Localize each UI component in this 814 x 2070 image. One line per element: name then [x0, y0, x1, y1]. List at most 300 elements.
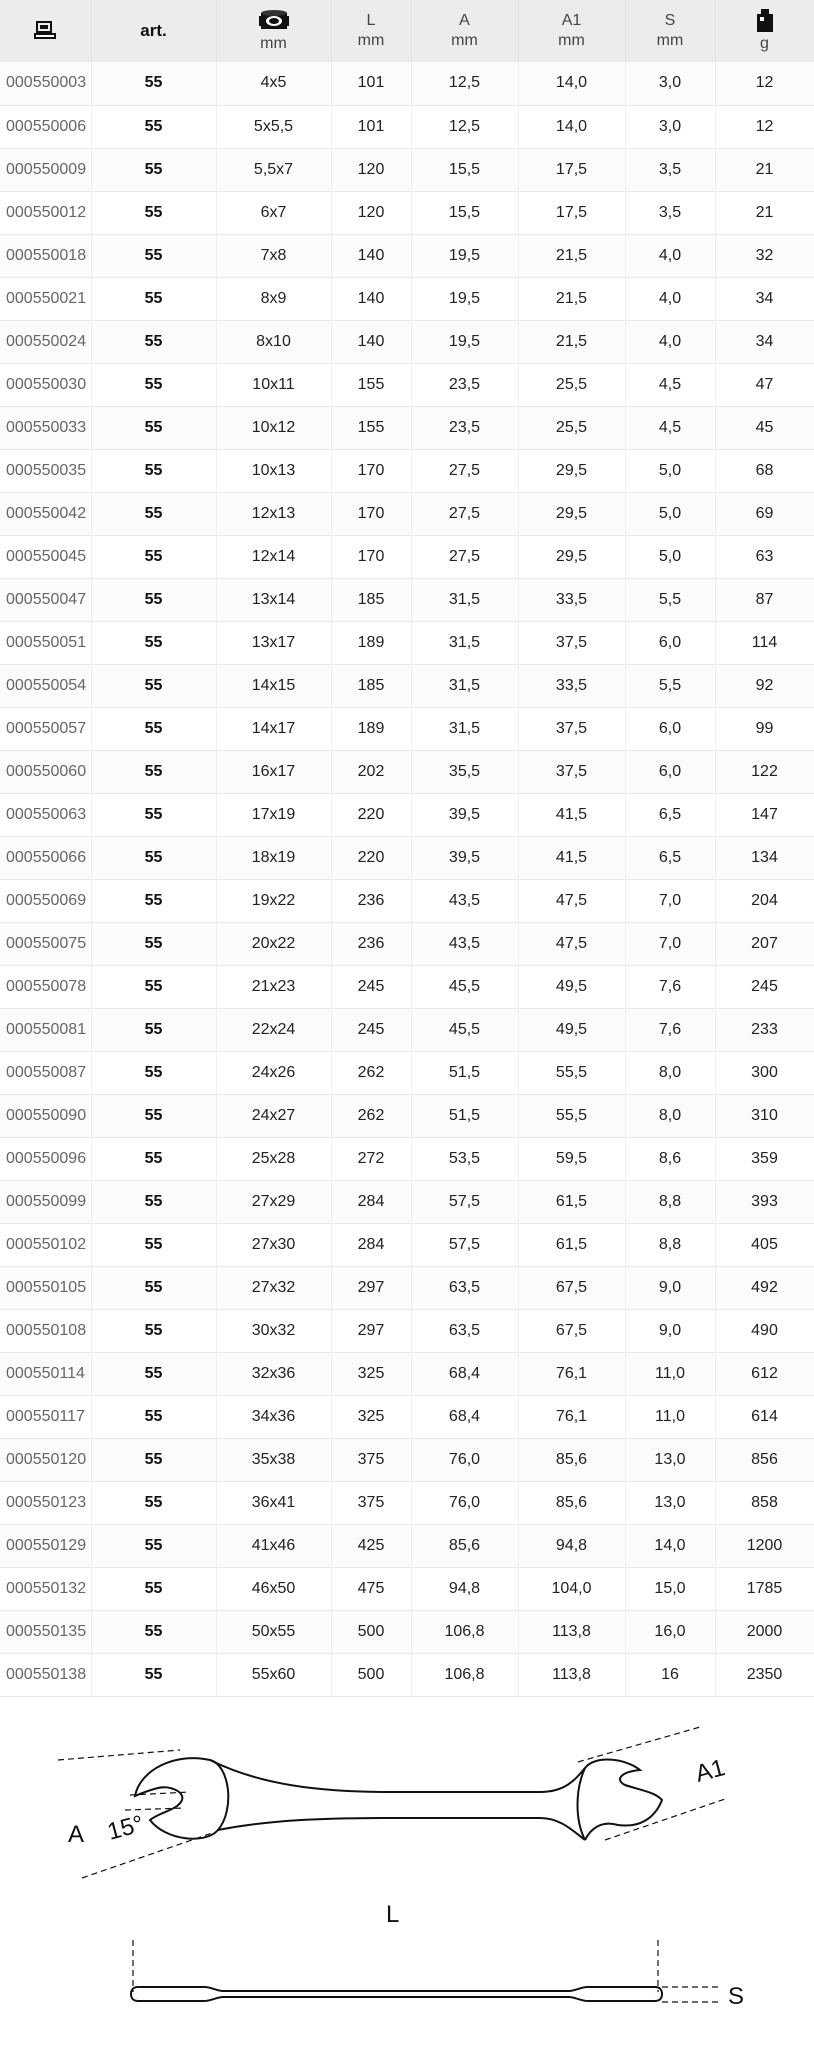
cell-a: 76,0	[411, 1481, 518, 1524]
cell-code: 000550096	[0, 1137, 91, 1180]
cell-weight: 359	[715, 1137, 814, 1180]
cell-size: 55x60	[216, 1653, 331, 1696]
cell-s: 7,0	[625, 922, 715, 965]
cell-art: 55	[91, 277, 216, 320]
table-row	[0, 965, 814, 1008]
cell-s: 14,0	[625, 1524, 715, 1567]
cell-code: 000550129	[0, 1524, 91, 1567]
cell-a: 19,5	[411, 277, 518, 320]
weight-icon	[754, 8, 776, 34]
cell-art: 55	[91, 1481, 216, 1524]
cell-code: 000550087	[0, 1051, 91, 1094]
cell-a: 39,5	[411, 836, 518, 879]
cell-art: 55	[91, 492, 216, 535]
cell-art: 55	[91, 1137, 216, 1180]
cell-weight: 490	[715, 1309, 814, 1352]
table-row	[0, 406, 814, 449]
header-size-unit: mm	[260, 35, 287, 52]
cell-l: 272	[331, 1137, 411, 1180]
cell-l: 325	[331, 1352, 411, 1395]
cell-a: 23,5	[411, 406, 518, 449]
table-row	[0, 836, 814, 879]
cell-art: 55	[91, 879, 216, 922]
cell-s: 8,0	[625, 1094, 715, 1137]
cell-weight: 21	[715, 191, 814, 234]
cell-l: 475	[331, 1567, 411, 1610]
header-weight-unit: g	[760, 35, 769, 52]
cell-l: 120	[331, 191, 411, 234]
cell-art: 55	[91, 922, 216, 965]
cell-size: 24x26	[216, 1051, 331, 1094]
cell-l: 500	[331, 1610, 411, 1653]
cell-weight: 12	[715, 62, 814, 105]
cell-a1: 61,5	[518, 1223, 625, 1266]
cell-art: 55	[91, 1266, 216, 1309]
table-row	[0, 1524, 814, 1567]
cell-a1: 41,5	[518, 793, 625, 836]
cell-a: 31,5	[411, 707, 518, 750]
cell-l: 155	[331, 406, 411, 449]
cell-a1: 94,8	[518, 1524, 625, 1567]
cell-size: 25x28	[216, 1137, 331, 1180]
cell-s: 3,5	[625, 148, 715, 191]
cell-l: 189	[331, 621, 411, 664]
table-row	[0, 148, 814, 191]
table-row	[0, 191, 814, 234]
table-row	[0, 621, 814, 664]
cell-weight: 12	[715, 105, 814, 148]
cell-l: 262	[331, 1051, 411, 1094]
cell-l: 185	[331, 578, 411, 621]
table-row	[0, 320, 814, 363]
cell-weight: 614	[715, 1395, 814, 1438]
cell-weight: 310	[715, 1094, 814, 1137]
cell-a: 63,5	[411, 1309, 518, 1352]
cell-art: 55	[91, 1008, 216, 1051]
cell-code: 000550057	[0, 707, 91, 750]
cell-weight: 393	[715, 1180, 814, 1223]
cell-s: 6,5	[625, 836, 715, 879]
cell-weight: 69	[715, 492, 814, 535]
cell-a1: 17,5	[518, 191, 625, 234]
header-a	[411, 0, 518, 62]
cell-size: 14x17	[216, 707, 331, 750]
cell-a: 35,5	[411, 750, 518, 793]
cell-s: 4,0	[625, 320, 715, 363]
table-row	[0, 234, 814, 277]
table-row	[0, 664, 814, 707]
cell-code: 000550042	[0, 492, 91, 535]
label-a1: A1	[692, 1754, 728, 1788]
cell-code: 000550120	[0, 1438, 91, 1481]
header-s	[625, 0, 715, 62]
header-l-label: L	[366, 12, 376, 29]
cell-a1: 14,0	[518, 62, 625, 105]
cell-a1: 21,5	[518, 320, 625, 363]
table-row	[0, 449, 814, 492]
cell-art: 55	[91, 1567, 216, 1610]
cell-l: 170	[331, 492, 411, 535]
cell-l: 140	[331, 277, 411, 320]
table-row	[0, 1094, 814, 1137]
cell-l: 297	[331, 1309, 411, 1352]
cell-a: 94,8	[411, 1567, 518, 1610]
table-row	[0, 750, 814, 793]
cell-s: 3,0	[625, 62, 715, 105]
cell-size: 30x32	[216, 1309, 331, 1352]
cell-weight: 858	[715, 1481, 814, 1524]
cell-art: 55	[91, 320, 216, 363]
cell-a1: 21,5	[518, 234, 625, 277]
cell-l: 189	[331, 707, 411, 750]
cell-s: 4,0	[625, 234, 715, 277]
cell-size: 12x14	[216, 535, 331, 578]
cell-s: 6,5	[625, 793, 715, 836]
cell-l: 284	[331, 1180, 411, 1223]
cell-size: 16x17	[216, 750, 331, 793]
cell-code: 000550060	[0, 750, 91, 793]
cell-s: 4,0	[625, 277, 715, 320]
cell-code: 000550009	[0, 148, 91, 191]
cell-a: 57,5	[411, 1223, 518, 1266]
table-row	[0, 1352, 814, 1395]
table-row	[0, 707, 814, 750]
cell-size: 13x14	[216, 578, 331, 621]
header-s-label: S	[664, 12, 676, 29]
cell-size: 8x10	[216, 320, 331, 363]
cell-code: 000550006	[0, 105, 91, 148]
cell-a1: 25,5	[518, 363, 625, 406]
cell-code: 000550117	[0, 1395, 91, 1438]
table-row	[0, 277, 814, 320]
cell-code: 000550090	[0, 1094, 91, 1137]
cell-a: 27,5	[411, 449, 518, 492]
cell-code: 000550135	[0, 1610, 91, 1653]
header-s-unit: mm	[656, 32, 684, 49]
cell-size: 10x12	[216, 406, 331, 449]
cell-code: 000550012	[0, 191, 91, 234]
label-s: S	[728, 1983, 745, 2010]
cell-weight: 134	[715, 836, 814, 879]
cell-size: 5x5,5	[216, 105, 331, 148]
table-header-row	[0, 0, 814, 62]
cell-size: 41x46	[216, 1524, 331, 1567]
table-row	[0, 62, 814, 105]
header-a-unit: mm	[451, 32, 478, 49]
cell-s: 6,0	[625, 707, 715, 750]
cell-art: 55	[91, 1524, 216, 1567]
cell-l: 220	[331, 793, 411, 836]
cell-s: 11,0	[625, 1395, 715, 1438]
cell-a: 15,5	[411, 148, 518, 191]
cell-size: 46x50	[216, 1567, 331, 1610]
cell-weight: 245	[715, 965, 814, 1008]
table-row	[0, 1653, 814, 1696]
table-row	[0, 1180, 814, 1223]
cell-a1: 29,5	[518, 535, 625, 578]
table-row	[0, 1008, 814, 1051]
cell-art: 55	[91, 1309, 216, 1352]
header-a1	[518, 0, 625, 62]
cell-code: 000550138	[0, 1653, 91, 1696]
table-row	[0, 578, 814, 621]
header-a1-label: A1	[561, 12, 582, 29]
cell-code: 000550069	[0, 879, 91, 922]
cell-art: 55	[91, 836, 216, 879]
cell-a: 27,5	[411, 535, 518, 578]
cell-size: 10x11	[216, 363, 331, 406]
cell-size: 12x13	[216, 492, 331, 535]
cell-a: 31,5	[411, 578, 518, 621]
cell-s: 9,0	[625, 1309, 715, 1352]
cell-code: 000550099	[0, 1180, 91, 1223]
header-catalog	[0, 0, 91, 62]
cell-l: 170	[331, 449, 411, 492]
cell-code: 000550102	[0, 1223, 91, 1266]
cell-a1: 67,5	[518, 1266, 625, 1309]
cell-art: 55	[91, 707, 216, 750]
nut-icon	[257, 8, 291, 34]
cell-l: 202	[331, 750, 411, 793]
cell-a1: 29,5	[518, 492, 625, 535]
cell-a1: 113,8	[518, 1653, 625, 1696]
cell-art: 55	[91, 62, 216, 105]
cell-a: 15,5	[411, 191, 518, 234]
cell-a: 31,5	[411, 664, 518, 707]
cell-art: 55	[91, 664, 216, 707]
cell-s: 5,5	[625, 578, 715, 621]
cell-size: 4x5	[216, 62, 331, 105]
cell-s: 11,0	[625, 1352, 715, 1395]
cell-art: 55	[91, 1094, 216, 1137]
cell-s: 15,0	[625, 1567, 715, 1610]
cell-weight: 114	[715, 621, 814, 664]
cell-weight: 32	[715, 234, 814, 277]
cell-s: 3,0	[625, 105, 715, 148]
cell-s: 16	[625, 1653, 715, 1696]
cell-l: 425	[331, 1524, 411, 1567]
cell-weight: 204	[715, 879, 814, 922]
cell-a1: 41,5	[518, 836, 625, 879]
cell-l: 500	[331, 1653, 411, 1696]
cell-weight: 1785	[715, 1567, 814, 1610]
cell-art: 55	[91, 406, 216, 449]
cell-s: 4,5	[625, 406, 715, 449]
cell-size: 27x32	[216, 1266, 331, 1309]
cell-code: 000550018	[0, 234, 91, 277]
cell-l: 236	[331, 879, 411, 922]
cell-art: 55	[91, 1653, 216, 1696]
header-l-unit: mm	[357, 32, 385, 49]
cell-a1: 21,5	[518, 277, 625, 320]
table-row	[0, 363, 814, 406]
cell-weight: 492	[715, 1266, 814, 1309]
table-row	[0, 879, 814, 922]
table-row	[0, 1051, 814, 1094]
dimension-lines	[58, 1727, 728, 2002]
cell-a1: 37,5	[518, 707, 625, 750]
table-row	[0, 1395, 814, 1438]
cell-a1: 61,5	[518, 1180, 625, 1223]
wrench-side-view	[131, 1987, 662, 2001]
table-row	[0, 1567, 814, 1610]
cell-art: 55	[91, 578, 216, 621]
cell-a1: 49,5	[518, 965, 625, 1008]
cell-a1: 59,5	[518, 1137, 625, 1180]
cell-code: 000550047	[0, 578, 91, 621]
cell-art: 55	[91, 148, 216, 191]
cell-l: 375	[331, 1438, 411, 1481]
cell-s: 8,8	[625, 1180, 715, 1223]
cell-a: 23,5	[411, 363, 518, 406]
cell-l: 185	[331, 664, 411, 707]
cell-a: 19,5	[411, 320, 518, 363]
header-size	[216, 0, 331, 62]
cell-weight: 122	[715, 750, 814, 793]
cell-art: 55	[91, 234, 216, 277]
table-body	[0, 62, 814, 1696]
cell-a: 51,5	[411, 1051, 518, 1094]
cell-a: 51,5	[411, 1094, 518, 1137]
cell-a1: 55,5	[518, 1094, 625, 1137]
cell-size: 21x23	[216, 965, 331, 1008]
cell-weight: 99	[715, 707, 814, 750]
cell-weight: 47	[715, 363, 814, 406]
cell-size: 22x24	[216, 1008, 331, 1051]
table-row	[0, 1610, 814, 1653]
cell-weight: 63	[715, 535, 814, 578]
label-a: A	[68, 1821, 85, 1848]
cell-a1: 33,5	[518, 664, 625, 707]
cell-art: 55	[91, 449, 216, 492]
cell-size: 27x29	[216, 1180, 331, 1223]
cell-art: 55	[91, 965, 216, 1008]
cell-a: 45,5	[411, 965, 518, 1008]
cell-a1: 17,5	[518, 148, 625, 191]
cell-l: 220	[331, 836, 411, 879]
wrench-top-view	[135, 1758, 662, 1840]
cell-a1: 76,1	[518, 1352, 625, 1395]
cell-size: 8x9	[216, 277, 331, 320]
cell-a: 19,5	[411, 234, 518, 277]
cell-s: 9,0	[625, 1266, 715, 1309]
header-a1-unit: mm	[558, 32, 585, 49]
cell-size: 14x15	[216, 664, 331, 707]
cell-s: 6,0	[625, 750, 715, 793]
cell-l: 297	[331, 1266, 411, 1309]
cell-size: 24x27	[216, 1094, 331, 1137]
cell-a: 68,4	[411, 1352, 518, 1395]
header-art-label: art.	[140, 21, 167, 40]
cell-l: 170	[331, 535, 411, 578]
cell-code: 000550066	[0, 836, 91, 879]
cell-a: 31,5	[411, 621, 518, 664]
cell-l: 375	[331, 1481, 411, 1524]
cell-s: 13,0	[625, 1438, 715, 1481]
cell-weight: 147	[715, 793, 814, 836]
cell-s: 7,6	[625, 965, 715, 1008]
wrench-diagram	[0, 1700, 814, 2070]
cell-s: 8,0	[625, 1051, 715, 1094]
cell-a: 63,5	[411, 1266, 518, 1309]
cell-weight: 34	[715, 320, 814, 363]
cell-weight: 21	[715, 148, 814, 191]
cell-size: 5,5x7	[216, 148, 331, 191]
cell-weight: 300	[715, 1051, 814, 1094]
cell-art: 55	[91, 1438, 216, 1481]
cell-weight: 34	[715, 277, 814, 320]
cell-a: 53,5	[411, 1137, 518, 1180]
table-row	[0, 1223, 814, 1266]
cell-code: 000550021	[0, 277, 91, 320]
cell-art: 55	[91, 363, 216, 406]
cell-a: 39,5	[411, 793, 518, 836]
cell-art: 55	[91, 105, 216, 148]
cell-code: 000550081	[0, 1008, 91, 1051]
cell-a1: 37,5	[518, 750, 625, 793]
cell-a1: 29,5	[518, 449, 625, 492]
table-row	[0, 922, 814, 965]
cell-a: 12,5	[411, 62, 518, 105]
label-angle: 15°	[104, 1810, 147, 1846]
cell-a1: 49,5	[518, 1008, 625, 1051]
cell-code: 000550063	[0, 793, 91, 836]
cell-weight: 68	[715, 449, 814, 492]
cell-code: 000550024	[0, 320, 91, 363]
cell-a: 12,5	[411, 105, 518, 148]
cell-code: 000550051	[0, 621, 91, 664]
table-row	[0, 1438, 814, 1481]
cell-weight: 87	[715, 578, 814, 621]
cell-a1: 113,8	[518, 1610, 625, 1653]
cell-size: 6x7	[216, 191, 331, 234]
cell-a: 68,4	[411, 1395, 518, 1438]
header-a-label: A	[459, 12, 470, 29]
cell-art: 55	[91, 1610, 216, 1653]
cell-code: 000550054	[0, 664, 91, 707]
cell-weight: 612	[715, 1352, 814, 1395]
cell-size: 50x55	[216, 1610, 331, 1653]
cell-code: 000550132	[0, 1567, 91, 1610]
cell-l: 155	[331, 363, 411, 406]
cell-a1: 25,5	[518, 406, 625, 449]
cell-a1: 104,0	[518, 1567, 625, 1610]
cell-size: 34x36	[216, 1395, 331, 1438]
cell-code: 000550035	[0, 449, 91, 492]
cell-art: 55	[91, 1223, 216, 1266]
cell-size: 32x36	[216, 1352, 331, 1395]
cell-s: 5,0	[625, 535, 715, 578]
cell-size: 18x19	[216, 836, 331, 879]
cell-a: 57,5	[411, 1180, 518, 1223]
header-art	[91, 0, 216, 62]
cell-a1: 85,6	[518, 1481, 625, 1524]
cell-code: 000550030	[0, 363, 91, 406]
cell-art: 55	[91, 750, 216, 793]
cell-s: 5,0	[625, 492, 715, 535]
cell-a: 85,6	[411, 1524, 518, 1567]
cell-size: 7x8	[216, 234, 331, 277]
cell-a1: 37,5	[518, 621, 625, 664]
cell-a1: 55,5	[518, 1051, 625, 1094]
cell-weight: 1200	[715, 1524, 814, 1567]
cell-l: 101	[331, 62, 411, 105]
table-row	[0, 1481, 814, 1524]
cell-a: 43,5	[411, 879, 518, 922]
cell-weight: 405	[715, 1223, 814, 1266]
cell-s: 6,0	[625, 621, 715, 664]
catalog-icon	[32, 21, 58, 41]
